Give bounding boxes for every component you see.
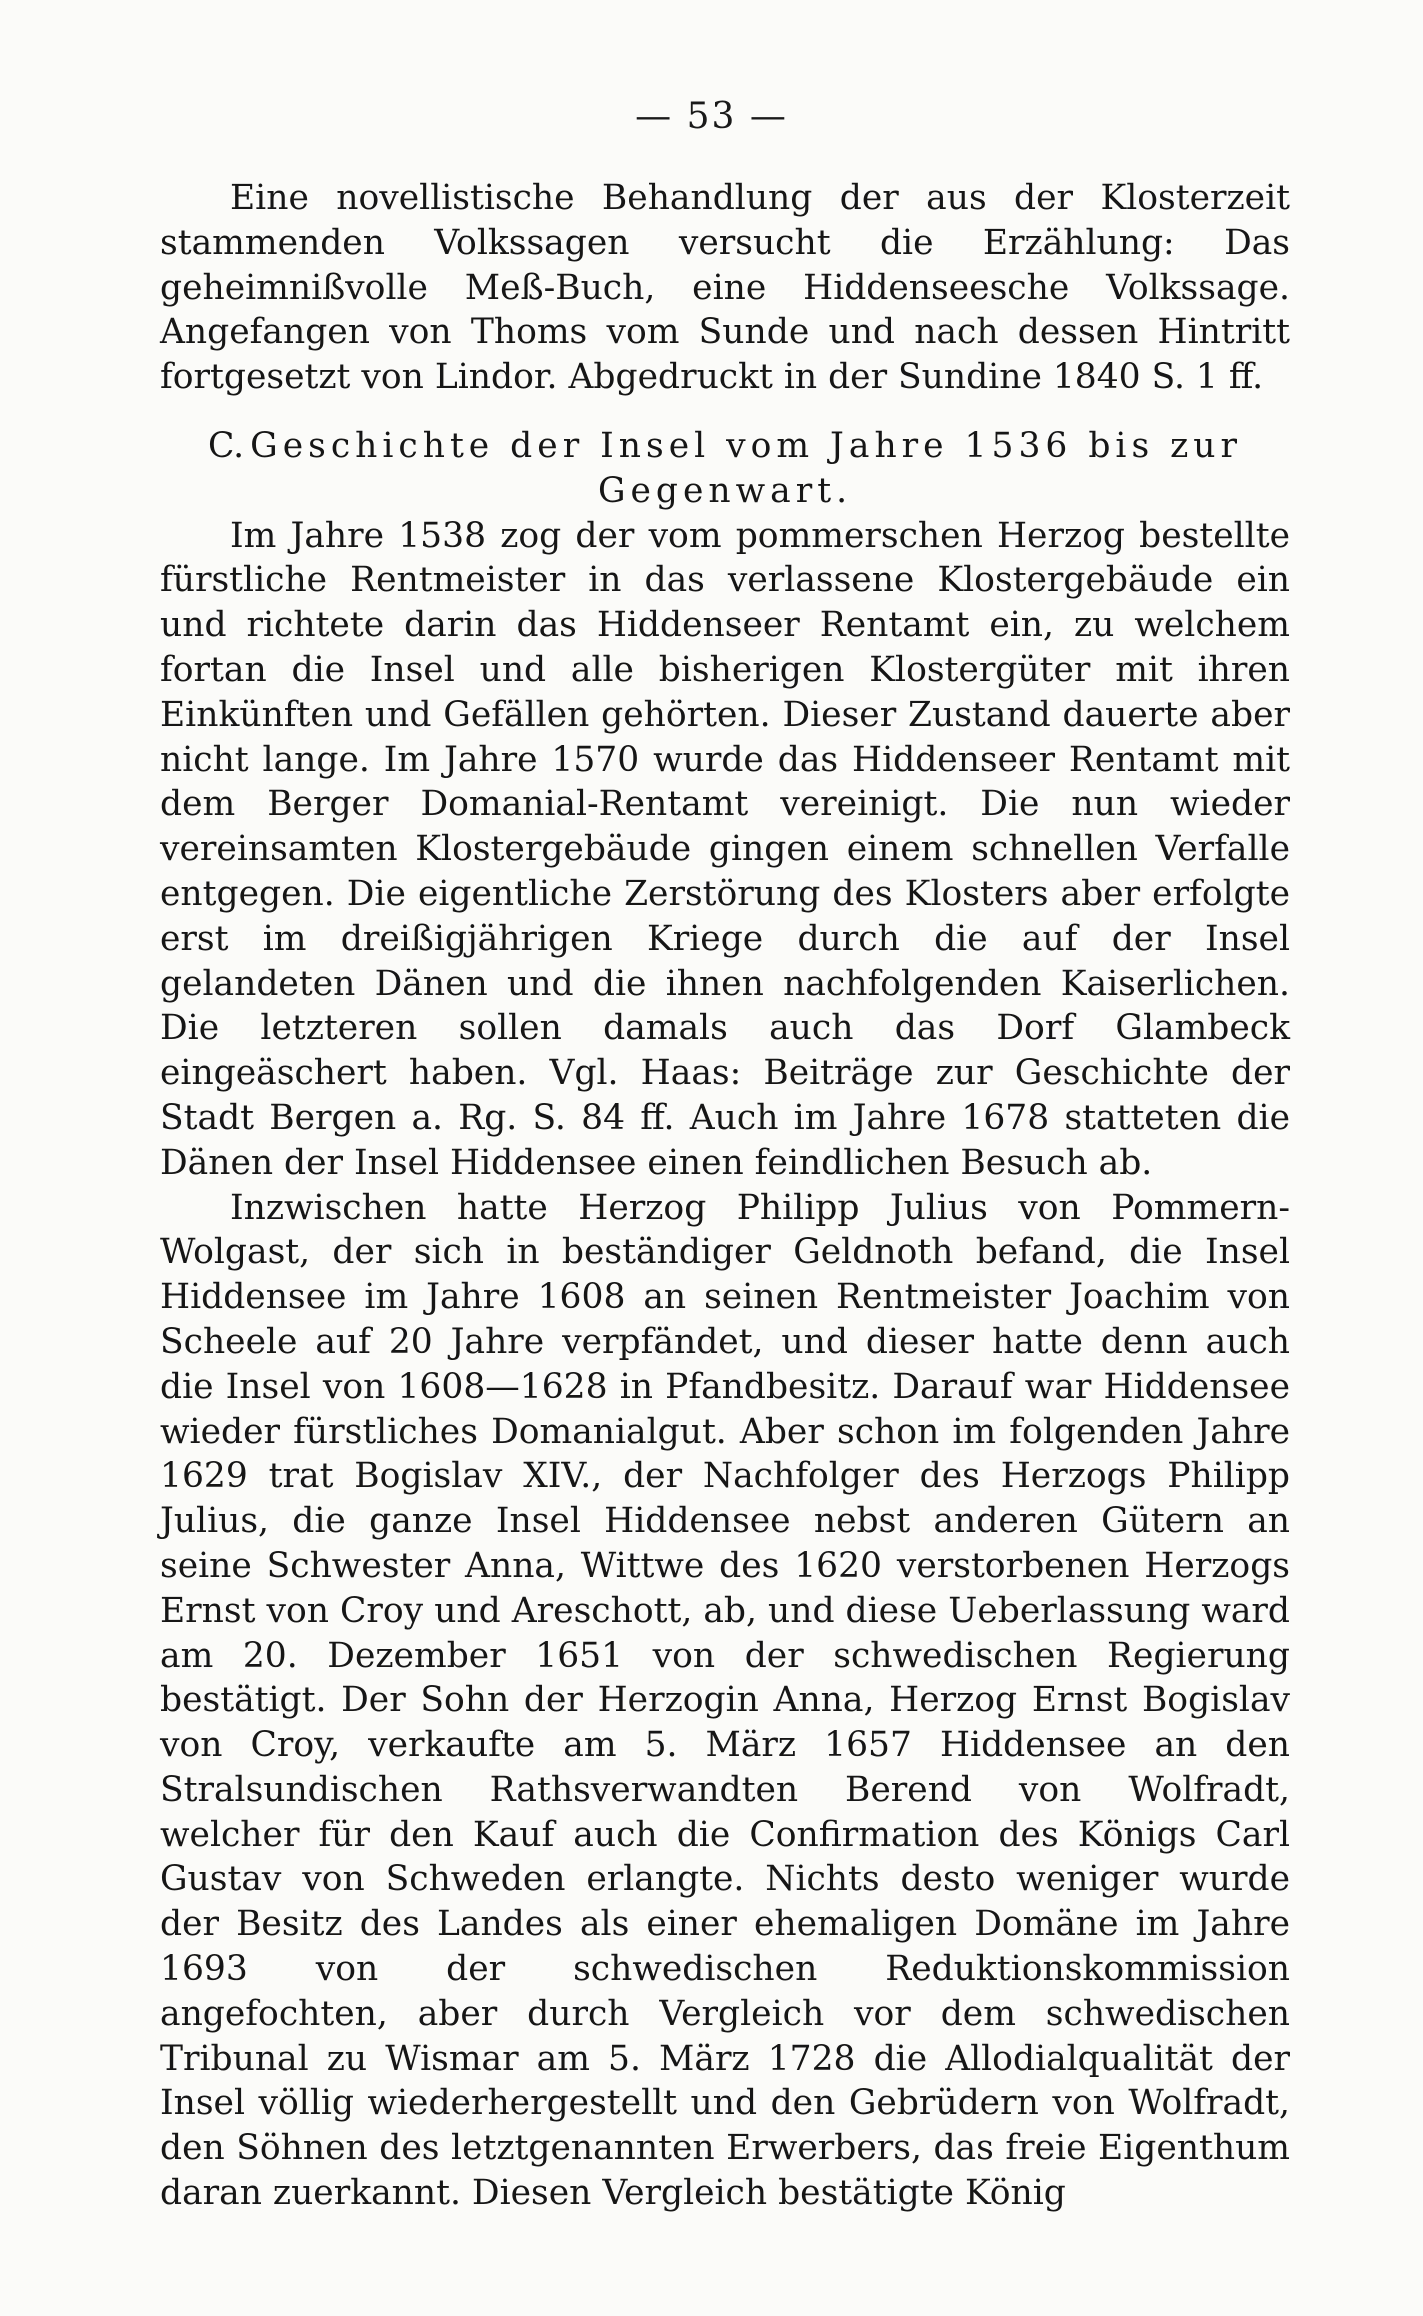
paragraph-philipp-julius: Inzwischen hatte Herzog Philipp Julius von Pommern-Wolgast, der sich in beständiger Geldnoth befand, die Insel Hiddensee im Jahre 1608 an seinen Rentmeister Joachim von Scheele auf 20 Jahre verpfändet, und dieser hatte denn auch die Insel von 1608—1628 in Pfandbesitz. Darauf war Hiddensee wieder fürstliches Domanialgut. Aber schon im folgenden Jahre 1629 trat Bogislav XIV., der Nachfolger des Herzogs Philipp Julius, die ganze Insel Hiddensee nebst anderen Gütern an seine Schwester Anna, Wittwe des 1620 verstorbenen Herzogs Ernst von Croy und Areschott, ab, und diese Ueberlassung ward am 20. Dezember 1651 von der schwedischen Regierung bestätigt. Der Sohn der Herzogin Anna, Herzog Ernst Bogislav von Croy, verkaufte am 5. März 1657 Hiddensee an den Stralsundischen Rathsverwandten Berend von Wolfradt, welcher für den Kauf auch die Confirmation des Königs Carl Gustav von Schweden erlangte. Nichts desto weniger wurde der Besitz des Landes als einer ehemaligen Domäne im Jahre 1693 von der schwedischen Reduktionskommission angefochten, aber durch Vergleich vor dem schwedischen Tribunal zu Wismar am 5. März 1728 die Allodialqualität der Insel völlig wiederhergestellt und den Gebrüdern von Wolfradt, den Söhnen des letztgenannten Erwerbers, das freie Eigenthum daran zuerkannt. Diesen Vergleich bestätigte König	[160, 1187, 1290, 2214]
paragraph-rentamt: Im Jahre 1538 zog der vom pommerschen Herzog bestellte fürstliche Rentmeister in das verlassene Klostergebäude ein und richtete darin das Hiddenseer Rentamt ein, zu welchem fortan die Insel und alle bisherigen Klostergüter mit ihren Einkünften und Gefällen gehörten. Dieser Zustand dauerte aber nicht lange. Im Jahre 1570 wurde das Hiddenseer Rentamt mit dem Berger Domanial-Rentamt vereinigt. Die nun wieder vereinsamten Klostergebäude gingen einem schnellen Verfalle entgegen. Die eigentliche Zerstörung des Klosters aber erfolgte erst im dreißigjährigen Kriege durch die auf der Insel gelandeten Dänen und die ihnen nachfolgenden Kaiserlichen. Die letzteren sollen damals auch das Dorf Glambeck eingeäschert haben. Vgl. Haas: Beiträge zur Geschichte der Stadt Bergen a. Rg. S. 84 ff. Auch im Jahre 1678 statteten die Dänen der Insel Hiddensee einen feindlichen Besuch ab.	[160, 515, 1290, 1183]
section-heading	[160, 424, 1290, 514]
section-heading-text: Geschichte der Insel vom Jahre 1536 bis zur Gegenwart.	[250, 425, 1242, 511]
paragraph-novel-treatment: Eine novellistische Behandlung der aus der Klosterzeit stammenden Volkssagen versucht die Erzählung: Das geheimnißvolle Meß-Buch, eine Hiddenseesche Volkssage. Angefangen von Thoms vom Sunde und nach dessen Hintritt fortgesetzt von Lindor. Abgedruckt in der Sundine 1840 S. 1 ff.	[160, 178, 1290, 398]
page-number: — 53 —	[635, 96, 788, 137]
section-heading-letter: C.	[208, 425, 245, 466]
page-body	[160, 176, 1290, 2216]
